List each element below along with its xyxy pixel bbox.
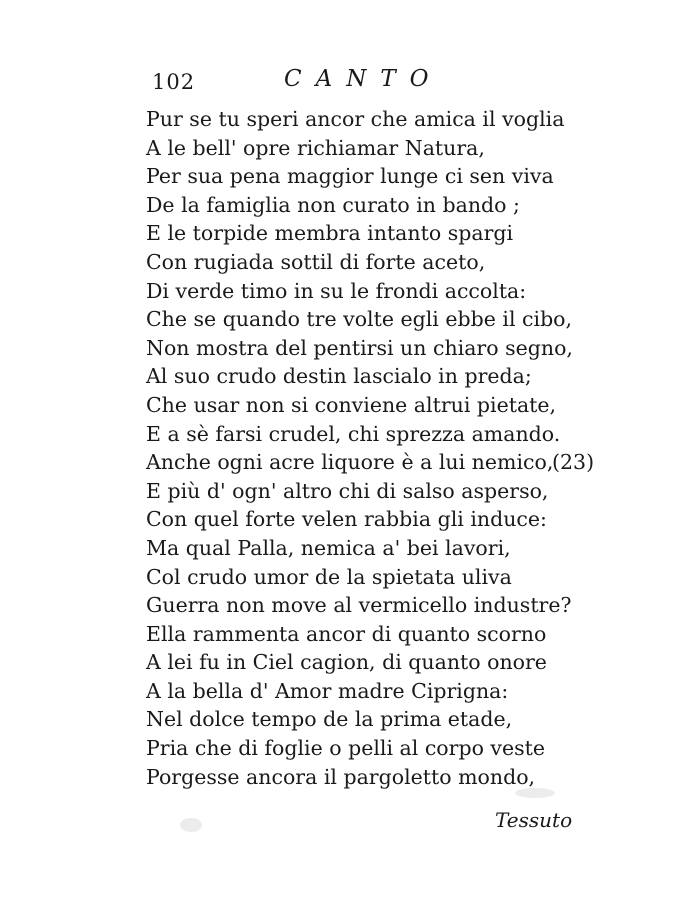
verse-text: Anche ogni acre liquore è a lui nemico, <box>146 450 554 475</box>
catchword: Tessuto <box>495 808 573 832</box>
poem-text <box>146 105 616 791</box>
verse-line: Pur se tu speri ancor che amica il voglia <box>146 107 565 131</box>
verse-line: Con rugiada sottil di forte aceto, <box>146 249 486 274</box>
verse-line: Porgesse ancora il pargoletto mondo, <box>146 764 536 789</box>
paper-stain <box>515 788 555 798</box>
verse-line: Di verde timo in su le frondi accolta: <box>146 278 527 303</box>
verse-line <box>146 448 616 477</box>
verse-line: E più d' ogn' altro chi di salso asperso, <box>146 478 549 503</box>
page-header <box>152 66 552 100</box>
paper-stain <box>180 818 202 832</box>
running-title: CANTO <box>284 66 443 92</box>
verse-line: E le torpide membra intanto spargi <box>146 221 514 246</box>
verse-line: Per sua pena maggior lunge ci sen viva <box>146 164 554 189</box>
verse-line: Nel dolce tempo de la prima etade, <box>146 707 513 732</box>
verse-line: A la bella d' Amor madre Ciprigna: <box>146 678 509 703</box>
verse-line: Guerra non move al vermicello industre? <box>146 593 572 618</box>
verse-line: Con quel forte velen rabbia gli induce: <box>146 507 547 532</box>
verse-line: Pria che di foglie o pelli al corpo veste <box>146 736 546 761</box>
verse-line: Non mostra del pentirsi un chiaro segno, <box>146 335 573 360</box>
verse-line: Che usar non si conviene altrui pietate, <box>146 392 557 417</box>
verse-line: Ella rammenta ancor di quanto scorno <box>146 621 547 646</box>
verse-line: Ma qual Palla, nemica a' bei lavori, <box>146 535 511 560</box>
verse-line: E a sè farsi crudel, chi sprezza amando. <box>146 421 561 446</box>
footnote-marker: (23) <box>552 450 595 475</box>
page-number: 102 <box>152 70 196 94</box>
verse-line: Che se quando tre volte egli ebbe il cibo, <box>146 307 573 332</box>
verse-line: Al suo crudo destin lascialo in preda; <box>146 364 532 389</box>
verse-line: A lei fu in Ciel cagion, di quanto onore <box>146 650 547 675</box>
verse-line: A le bell' opre richiamar Natura, <box>146 135 485 160</box>
verse-line: De la famiglia non curato in bando ; <box>146 192 520 217</box>
verse-line: Col crudo umor de la spietata uliva <box>146 564 512 589</box>
